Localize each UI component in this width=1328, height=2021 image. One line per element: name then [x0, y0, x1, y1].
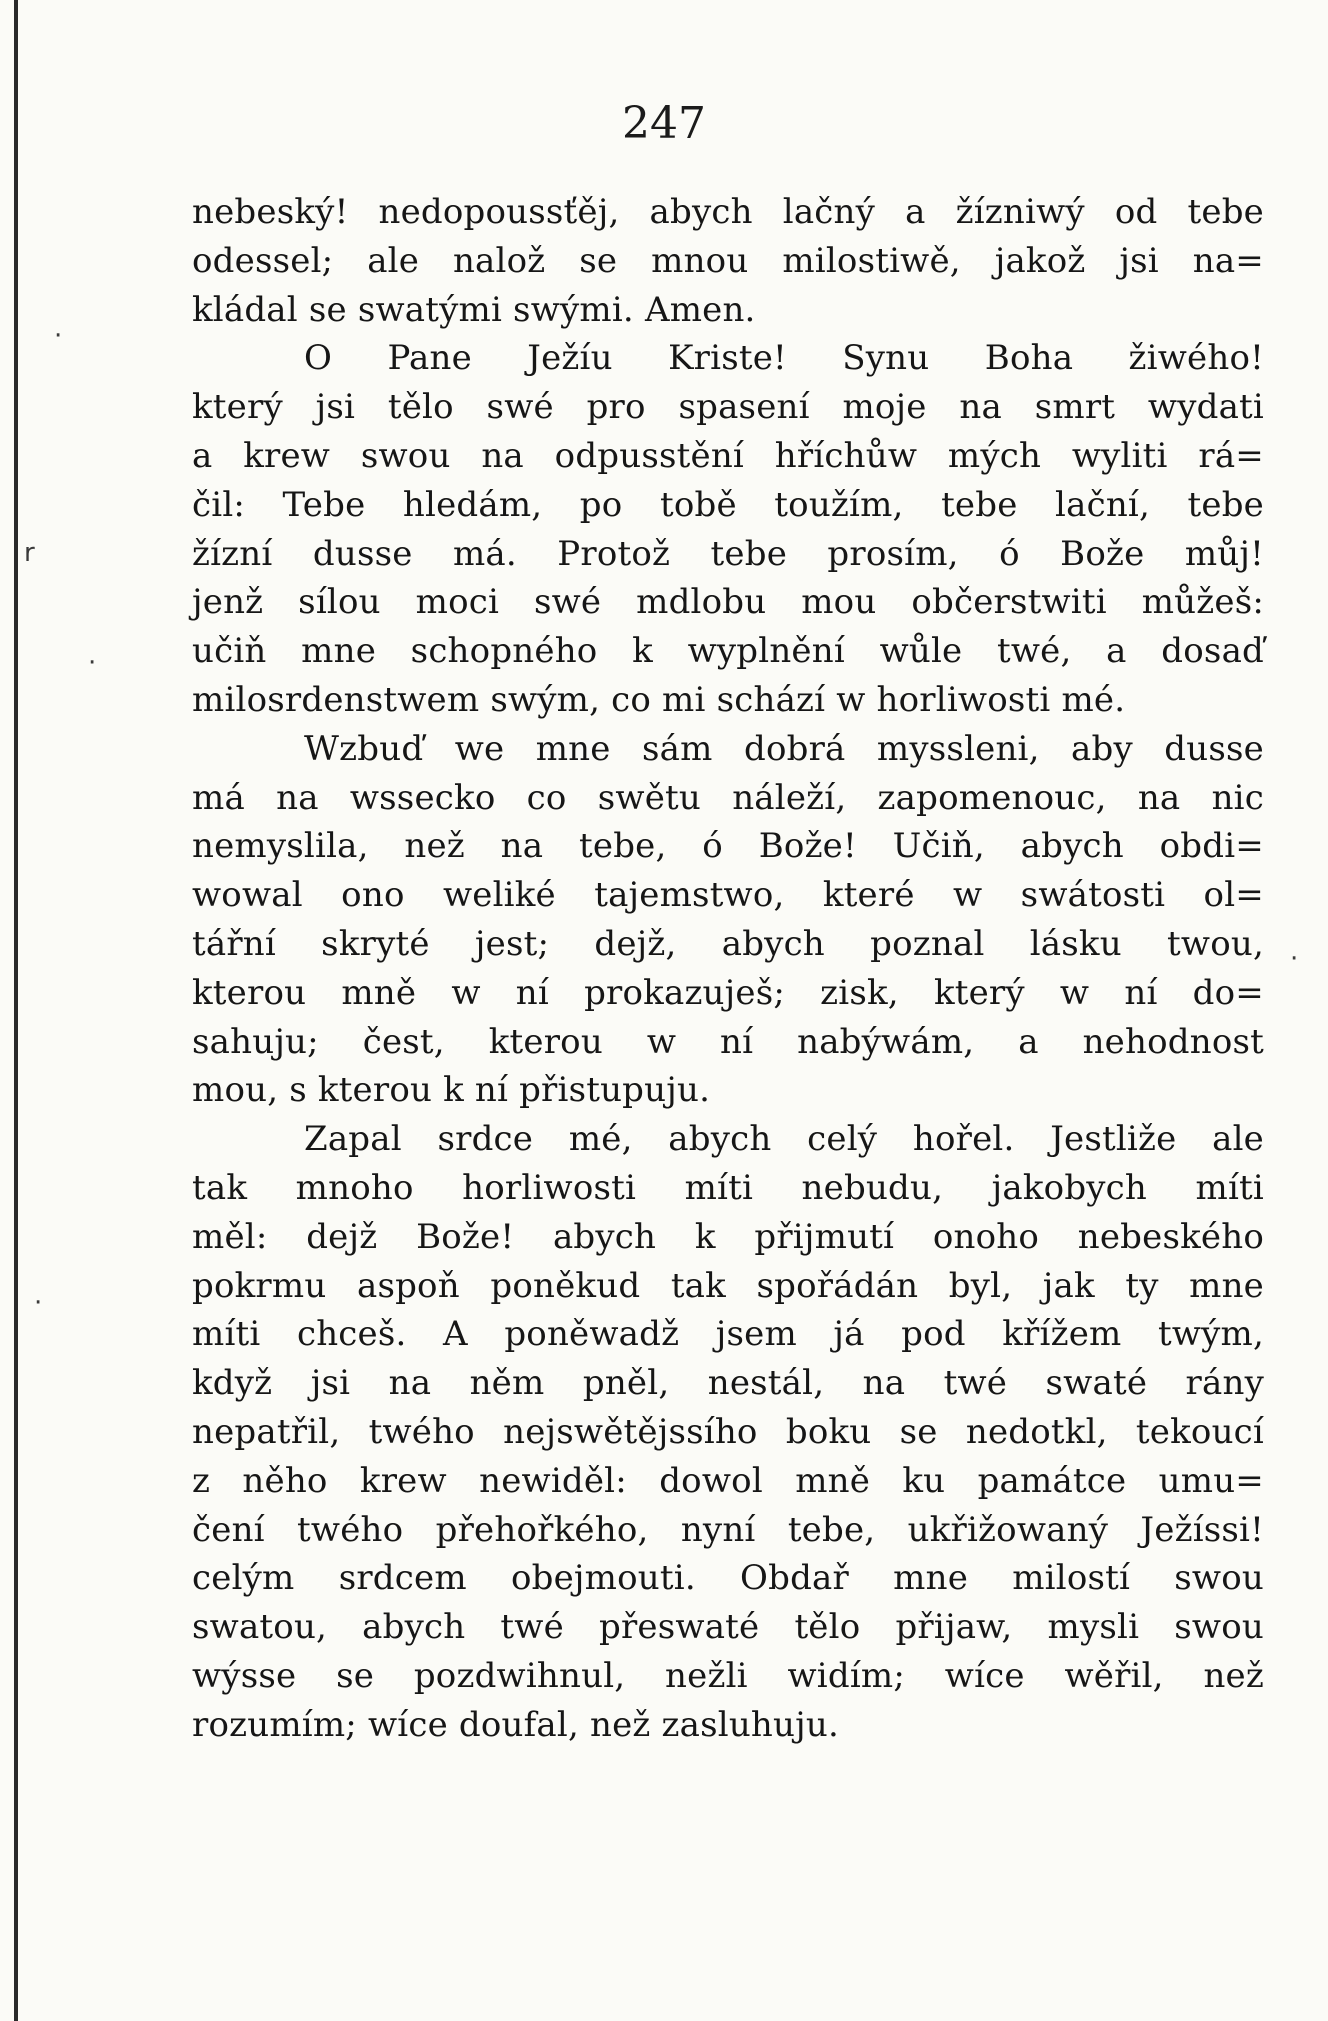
- text-line: z něho krew newiděl: dowol mně ku památce umu=: [192, 1460, 1264, 1501]
- text-line: O Pane Ježíu Kriste! Synu Boha žiwého!: [304, 338, 1264, 379]
- text-line: měl: dejž Bože! abych k přijmutí onoho nebeského: [192, 1216, 1264, 1257]
- margin-mark-1: ·: [54, 321, 63, 351]
- text-line: tářní skryté jest; dejž, abych poznal lásku twou,: [192, 923, 1264, 964]
- text-line: celým srdcem obejmouti. Obdař mne milostí swou: [192, 1558, 1264, 1599]
- text-line: rozumím; wíce doufal, než zasluhuju.: [192, 1704, 839, 1745]
- text-line: a krew swou na odpusstění hříchůw mých wyliti rá=: [192, 435, 1264, 476]
- text-line: učiň mne schopného k wyplnění wůle twé, a dosaď: [192, 631, 1264, 672]
- text-line: Wzbuď we mne sám dobrá myssleni, aby dusse: [304, 728, 1264, 769]
- text-line: odessel; ale nalož se mnou milostiwě, jakož jsi na=: [192, 240, 1264, 281]
- margin-mark-5: ·: [34, 1288, 43, 1318]
- margin-mark-3: ·: [88, 648, 97, 678]
- text-line: sahuju; čest, kterou w ní nabýwám, a nehodnost: [192, 1021, 1264, 1062]
- text-line: žízní dusse má. Protož tebe prosím, ó Bože můj!: [192, 533, 1264, 574]
- text-line: čení twého přehořkého, nyní tebe, ukřižowaný Ježíssi!: [192, 1509, 1264, 1550]
- page-left-edge: [14, 0, 18, 2021]
- text-line: pokrmu aspoň poněkud tak spořádán byl, jak ty mne: [192, 1265, 1264, 1306]
- text-line: čil: Tebe hledám, po tobě toužím, tebe lační, tebe: [192, 484, 1264, 525]
- text-line: wowal ono weliké tajemstwo, které w swátosti ol=: [192, 875, 1264, 916]
- text-line: swatou, abych twé přeswaté tělo přijaw, mysli swou: [192, 1607, 1264, 1648]
- text-line: míti chceš. A poněwadž jsem já pod křížem twým,: [192, 1314, 1264, 1355]
- page-number: 247: [622, 98, 706, 149]
- body-text: [192, 188, 1264, 1750]
- text-line: kládal se swatými swými. Amen.: [192, 289, 756, 330]
- text-line: Zapal srdce mé, abych celý hořel. Jestliže ale: [304, 1119, 1264, 1160]
- text-line: nebeský! nedopoussťěj, abych lačný a žízniwý od tebe: [192, 192, 1264, 232]
- text-line: který jsi tělo swé pro spasení moje na smrt wydati: [192, 387, 1264, 428]
- text-line: milosrdenstwem swým, co mi schází w horliwosti mé.: [192, 679, 1126, 720]
- text-line: nepatřil, twého nejswětějssího boku se nedotkl, tekoucí: [192, 1411, 1264, 1452]
- margin-mark-2: r: [24, 538, 35, 568]
- text-line: wýsse se pozdwihnul, nežli widím; wíce wěřil, než: [192, 1655, 1264, 1696]
- text-line: mou, s kterou k ní přistupuju.: [192, 1070, 711, 1111]
- margin-mark-4: ·: [1290, 944, 1299, 974]
- text-line: jenž sílou moci swé mdlobu mou občerstwiti můžeš:: [192, 582, 1264, 623]
- text-line: tak mnoho horliwosti míti nebudu, jakobych míti: [192, 1167, 1264, 1208]
- text-line: když jsi na něm pněl, nestál, na twé swaté rány: [192, 1363, 1264, 1404]
- text-line: kterou mně w ní prokazuješ; zisk, který w ní do=: [192, 972, 1264, 1013]
- text-line: má na wssecko co swětu náleží, zapomenouc, na nic: [192, 777, 1264, 818]
- text-line: nemyslila, než na tebe, ó Bože! Učiň, abych obdi=: [192, 826, 1264, 867]
